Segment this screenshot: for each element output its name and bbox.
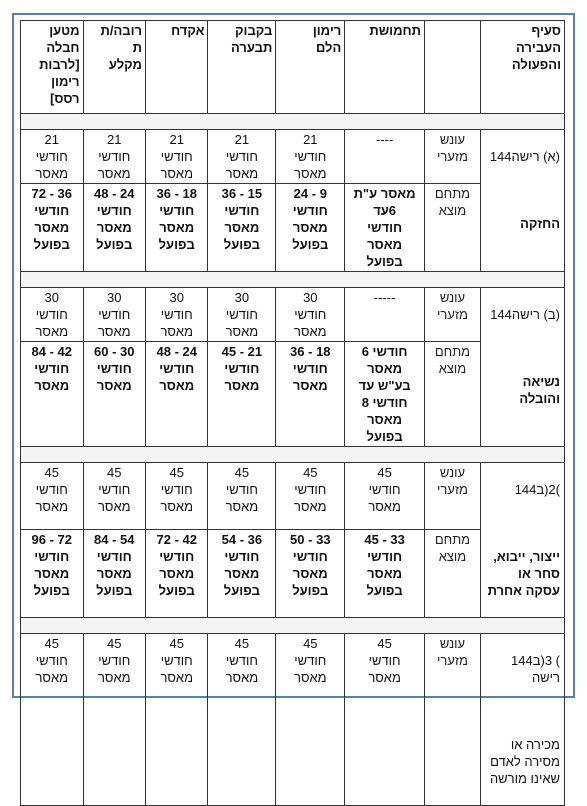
table-cell: 9 - 24 חודשי מאסר בפועל (276, 184, 345, 272)
header-ammunition: תחמושת (345, 21, 425, 114)
table-cell: 45 חודשי מאסר (276, 634, 345, 806)
table-cell: מאסר ע"ת 6עד חודשי מאסר בפועל (345, 184, 425, 272)
table-cell: ----- (345, 288, 425, 342)
table-cell: 42 - 72 חודשי מאסר בפועל (146, 529, 208, 617)
table-cell: 36 - 72 חודשי מאסר בפועל (21, 184, 84, 272)
table-cell: 30 חודשי מאסר (208, 288, 276, 342)
sentence-label-range: מתחם מוצא (424, 342, 480, 447)
table-cell: חודשי 6 מאסר בע"ש עד חודשי 8 מאסר בפועל (345, 342, 425, 447)
table-row (21, 634, 565, 806)
table-cell: 30 - 60 חודשי מאסר (83, 342, 145, 447)
table-cell: 45 חודשי מאסר (21, 463, 84, 530)
table-cell: 45 חודשי מאסר (83, 634, 145, 806)
section-ref: ) 3(ב144 רישה (511, 653, 560, 685)
section-ref: )2(ב144 (514, 482, 560, 497)
table-cell: 45 חודשי מאסר (21, 634, 84, 806)
table-cell: 33 - 50 חודשי מאסר בפועל (276, 529, 345, 617)
table-cell: 21 חודשי מאסר (276, 130, 345, 184)
table-row (21, 130, 565, 184)
table-cell: 18 - 36 חודשי מאסר (276, 342, 345, 447)
table-cell: 24 - 48 חודשי מאסר (146, 342, 208, 447)
table-cell: 30 חודשי מאסר (21, 288, 84, 342)
table-cell: 33 - 45 חודשי מאסר בפועל (345, 529, 425, 617)
section-title: נשיאה והובלה (519, 374, 560, 406)
header-section: סעיף העבירה והפעולה (480, 21, 564, 114)
section-cell (480, 288, 564, 447)
separator-row (21, 447, 565, 463)
section-ref: (ב) רישה144 (490, 307, 560, 322)
sentence-label-max: עונש מזערי (424, 463, 480, 530)
table-cell: 30 חודשי מאסר (83, 288, 145, 342)
table-cell: 45 חודשי מאסר (83, 463, 145, 530)
table-cell: 45 חודשי מאסר (276, 463, 345, 530)
table-cell: 45 חודשי מאסר (146, 634, 208, 806)
header-incendiary-bottle: בקבוק תבערה (208, 21, 276, 114)
table-cell: 18 - 36 חודשי מאסר בפועל (146, 184, 208, 272)
table-cell: 45 חודשי מאסר (208, 463, 276, 530)
table-cell: 45 חודשי מאסר (345, 634, 425, 806)
separator-row (21, 272, 565, 288)
table-cell: 36 - 54 חודשי מאסר בפועל (208, 529, 276, 617)
table-cell: 24 - 48 חודשי מאסר בפועל (83, 184, 145, 272)
sentencing-table-container (20, 20, 565, 786)
table-cell: 45 חודשי מאסר (146, 463, 208, 530)
table-cell: 21 חודשי מאסר (146, 130, 208, 184)
header-explosive: מטען חבלה [לרבות רימון רסס] (21, 21, 84, 114)
table-cell: 72 - 96 חודשי מאסר בפועל (21, 529, 84, 617)
sentence-label-max: עונש מזערי (424, 288, 480, 342)
section-ref: (א) רישה144 (489, 149, 560, 164)
header-stun-grenade: רימון הלם (276, 21, 345, 114)
table-cell: 21 חודשי מאסר (83, 130, 145, 184)
separator-row (21, 114, 565, 130)
table-cell: 21 חודשי מאסר (21, 130, 84, 184)
section-title: החזקה (520, 216, 560, 231)
separator-row (21, 618, 565, 634)
section-title: ייצור, ייבוא, סחר או עסקה אחרת (487, 549, 560, 598)
table-cell: 54 - 84 חודשי מאסר בפועל (83, 529, 145, 617)
table-cell: 45 חודשי מאסר (208, 634, 276, 806)
header-pistol: אקדח (146, 21, 208, 114)
table-cell: 42 - 84 חודשי מאסר (21, 342, 84, 447)
sentence-label-max: עונש מזערי (424, 634, 480, 806)
sentence-label-range: מתחם מוצא (424, 184, 480, 272)
section-cell (480, 634, 564, 806)
header-rifle: רובה/ת ת מקלע (83, 21, 145, 114)
table-cell: 15 - 36 חודשי מאסר בפועל (208, 184, 276, 272)
sentencing-table (20, 20, 565, 806)
section-title: מכירה או מסירה לאדם שאינו מורשה (489, 737, 560, 786)
table-cell: 21 - 45 חודשי מאסר (208, 342, 276, 447)
table-row (21, 288, 565, 342)
table-cell: ---- (345, 130, 425, 184)
section-cell (480, 130, 564, 272)
section-cell (480, 463, 564, 618)
table-cell: 30 חודשי מאסר (146, 288, 208, 342)
sentence-label-max: עונש מזערי (424, 130, 480, 184)
table-cell: 21 חודשי מאסר (208, 130, 276, 184)
header-sentence-type (424, 21, 480, 114)
table-cell: 30 חודשי מאסר (276, 288, 345, 342)
sentence-label-range: מתחם מוצא (424, 529, 480, 617)
table-row (21, 463, 565, 530)
table-cell: 45 חודשי מאסר (345, 463, 425, 530)
header-row (21, 21, 565, 114)
